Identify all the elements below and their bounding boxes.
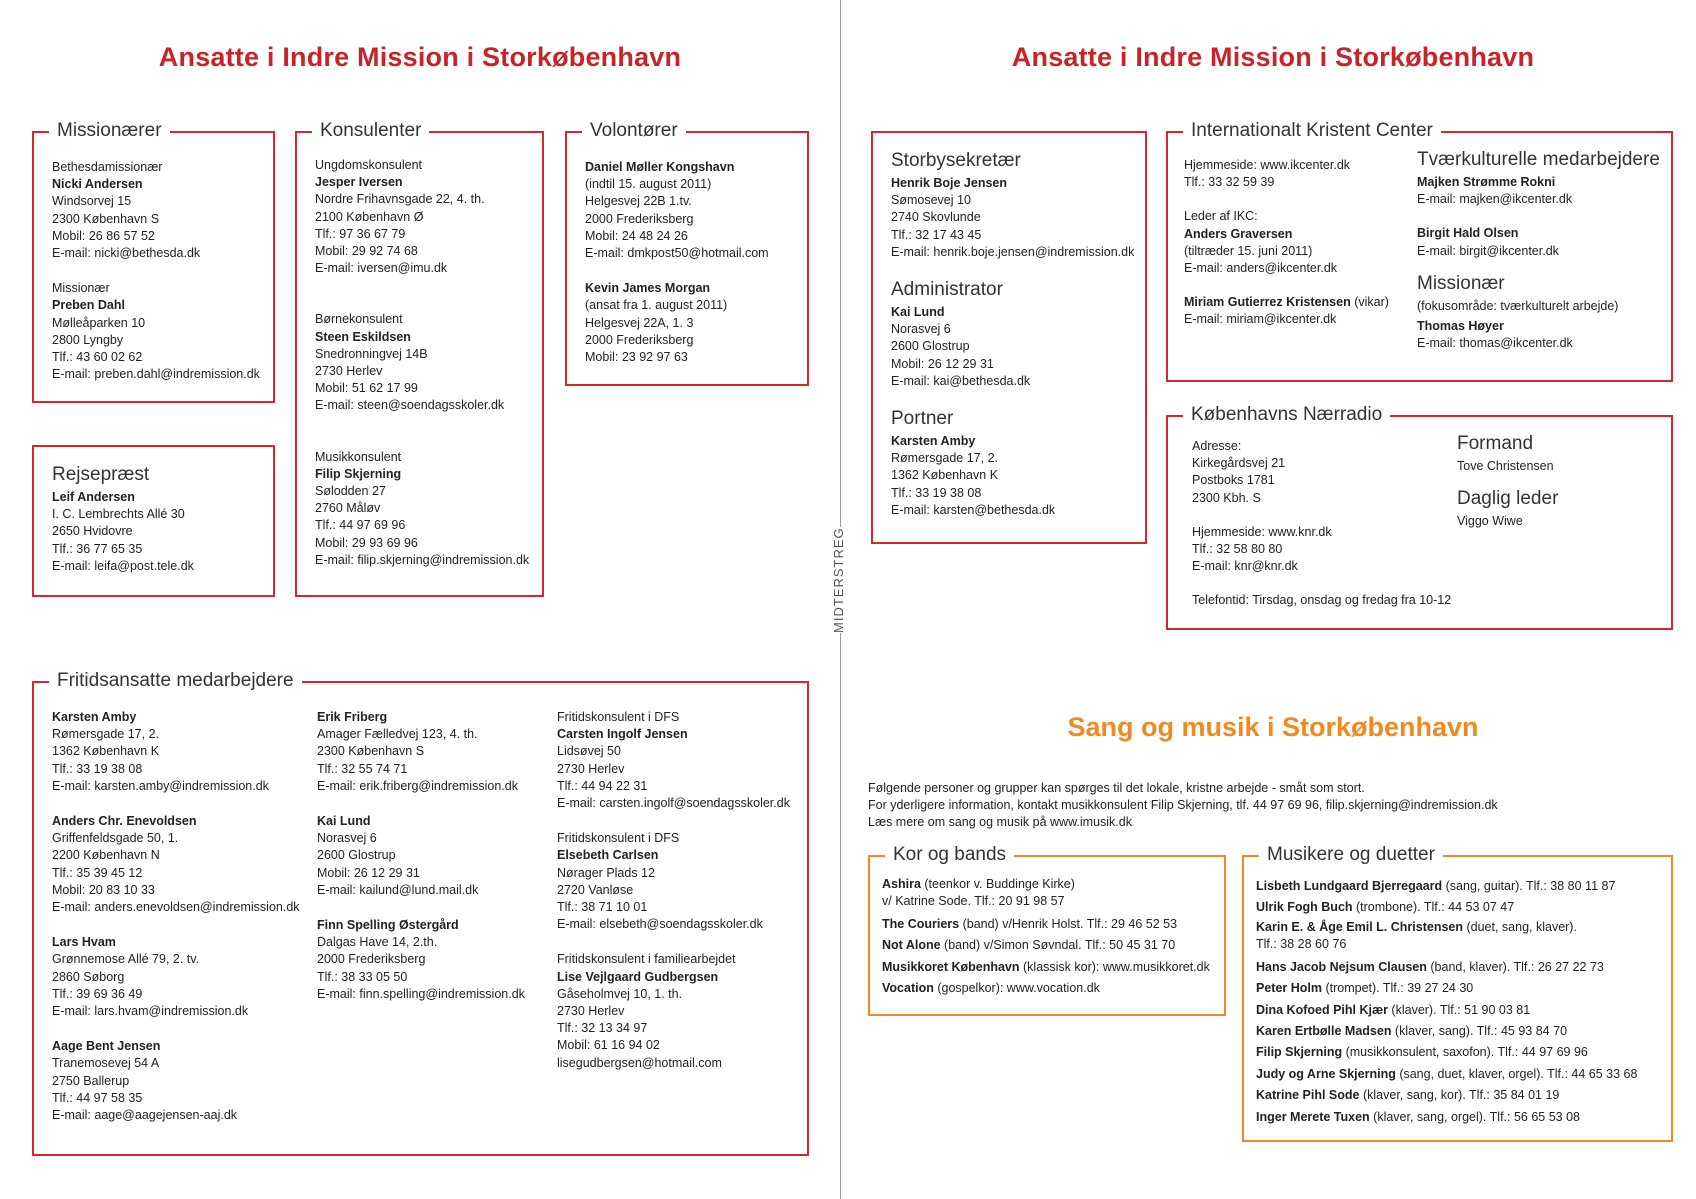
entry-line: Mobil: 26 12 29 31 <box>317 865 420 880</box>
entry-line: 2730 Herlev <box>557 1004 625 1019</box>
fritid-column-2 <box>317 709 525 1003</box>
entry-name: Daniel Møller Kongshavn <box>585 160 735 174</box>
knr-email: E-mail: knr@knr.dk <box>1192 559 1298 574</box>
entry-line: 2740 Skovlunde <box>891 210 981 225</box>
knr-address-line: Kirkegårdsvej 21 <box>1192 456 1286 471</box>
musikere-item-name: Hans Jacob Nejsum Clausen <box>1256 959 1427 974</box>
entry-line: Mobil: 23 92 97 63 <box>585 350 688 365</box>
musikere-item <box>1256 897 1665 918</box>
entry-role: Fritidskonsulent i familiearbejdet <box>557 952 736 967</box>
ikc-tvaer-title: Tværkulturelle medarbejdere <box>1417 149 1660 170</box>
entry-name: Aage Bent Jensen <box>52 1039 161 1054</box>
entry-name: Lise Vejlgaard Gudbergsen <box>557 969 719 984</box>
missionaerer-box <box>32 120 275 403</box>
ikc-phone: Tlf.: 33 32 59 39 <box>1184 175 1275 190</box>
kor-item <box>882 978 1218 999</box>
entry-name: Nicki Andersen <box>52 177 143 192</box>
kor-item-name: Musikkoret København <box>882 959 1020 974</box>
entry-line: Helgesvej 22A, 1. 3 <box>585 315 694 330</box>
rejsepraest-box <box>32 445 275 597</box>
fritid-entry <box>52 813 300 916</box>
entry-line: Windsorvej 15 <box>52 194 132 209</box>
entry-line: E-mail: aage@aagejensen-aaj.dk <box>52 1108 238 1123</box>
entry-line: E-mail: elsebeth@soendagsskoler.dk <box>557 917 763 932</box>
kor-item-detail: (klassisk kor): www.musikkoret.dk <box>1019 959 1210 974</box>
entry-line: Tlf.: 44 97 58 35 <box>52 1090 143 1105</box>
knr-phone: Tlf.: 32 58 80 80 <box>1192 542 1283 557</box>
ikc-birgit-email: E-mail: birgit@ikcenter.dk <box>1417 243 1559 258</box>
entry-line: Tranemosevej 54 A <box>52 1056 160 1071</box>
ikc-leader-label: Leder af IKC: <box>1184 209 1258 224</box>
musikere-item-detail: (musikkonsulent, saxofon). Tlf.: 44 97 69 96 <box>1342 1045 1588 1060</box>
entry-line: Mobil: 24 48 24 26 <box>585 228 688 243</box>
entry-name: Kai Lund <box>317 814 371 829</box>
musikere-item-detail: (klaver, sang). Tlf.: 45 93 84 70 <box>1391 1024 1568 1039</box>
kor-item-name: Not Alone <box>882 938 941 953</box>
entry-line: Mobil: 29 93 69 96 <box>315 535 418 550</box>
entry-line: Sømosevej 10 <box>891 193 971 208</box>
entry-line: Tlf.: 32 17 43 45 <box>891 227 982 242</box>
kor-item-name: Vocation <box>882 981 934 996</box>
knr-column-left <box>1192 438 1451 610</box>
entry-name: Carsten Ingolf Jensen <box>557 727 688 742</box>
volontorer-box <box>565 120 809 386</box>
entry-line: E-mail: lars.hvam@indremission.dk <box>52 1004 249 1019</box>
fritid-entry <box>317 917 525 1003</box>
entry-email: E-mail: dmkpost50@hotmail.com <box>585 246 769 261</box>
entry-line: (indtil 15. august 2011) <box>585 177 712 192</box>
musikere-item-detail: (klaver, sang, kor). Tlf.: 35 84 01 19 <box>1359 1088 1560 1103</box>
kor-item <box>882 876 1218 893</box>
entry-name: Henrik Boje Jensen <box>891 176 1008 190</box>
entry-line: Mobil: 20 83 10 33 <box>52 882 155 897</box>
entry-role: Fritidskonsulent i DFS <box>557 831 680 846</box>
musikere-item-name: Lisbeth Lundgaard Bjerregaard <box>1256 879 1443 893</box>
fritid-title: Fritidsansatte medarbejdere <box>49 669 302 693</box>
music-intro-line: Læs mere om sang og musik på www.imusik.dk <box>868 815 1132 830</box>
storby-section <box>891 407 1139 519</box>
entry-role: Missionær <box>52 281 110 296</box>
entry-line: E-mail: karsten.amby@indremission.dk <box>52 778 269 793</box>
entry-line: E-mail: karsten@bethesda.dk <box>891 502 1056 517</box>
entry-line: Tlf.: 97 36 67 79 <box>315 226 406 241</box>
musikere-item-name: Filip Skjerning <box>1256 1045 1343 1060</box>
kor-item-name: The Couriers <box>882 917 960 931</box>
entry-line: Amager Fælledvej 123, 4. th. <box>317 727 478 742</box>
musikere-box <box>1242 844 1673 1142</box>
ikc-column-right <box>1417 148 1660 352</box>
musikere-item-detail: (duet, sang, klaver). <box>1463 919 1577 934</box>
entry-name: Filip Skjerning <box>315 466 402 481</box>
entry-email: E-mail: preben.dahl@indremission.dk <box>52 367 260 382</box>
musikere-item-name: Karin E. & Åge Emil L. Christensen <box>1256 919 1463 934</box>
entry-line: 2720 Vanløse <box>557 882 634 897</box>
entry-line: Mobil: 29 92 74 68 <box>315 244 418 259</box>
entry-line: Tlf.: 44 97 69 96 <box>315 518 406 533</box>
musikere-item-detail: (trombone). Tlf.: 44 53 07 47 <box>1352 900 1515 915</box>
music-intro <box>868 780 1498 832</box>
ikc-miriam-note: (vikar) <box>1350 295 1389 310</box>
storby-section-title: Storbysekretær <box>891 150 1021 171</box>
entry-name: Anders Chr. Enevoldsen <box>52 814 197 829</box>
fritid-entry <box>317 709 525 795</box>
knr-address-line: 2300 Kbh. S <box>1192 490 1261 505</box>
knr-formand-name: Tove Christensen <box>1457 459 1554 473</box>
knr-hours: Telefontid: Tirsdag, onsdag og fredag fra 10-12 <box>1192 593 1452 608</box>
ikc-leader-email: E-mail: anders@ikcenter.dk <box>1184 261 1338 276</box>
entry-role: Fritidskonsulent i DFS <box>557 710 680 724</box>
entry-line: Sølodden 27 <box>315 484 386 499</box>
knr-title: Københavns Nærradio <box>1183 403 1390 427</box>
kor-item <box>882 893 1218 910</box>
entry-line: E-mail: erik.friberg@indremission.dk <box>317 778 518 793</box>
ikc-majken-email: E-mail: majken@ikcenter.dk <box>1417 192 1573 207</box>
entry-line: Rømersgade 17, 2. <box>891 451 998 466</box>
knr-leder-title: Daglig leder <box>1457 488 1559 510</box>
entry-line: E-mail: henrik.boje.jensen@indremission.dk <box>891 244 1135 259</box>
knr-address-line: Postboks 1781 <box>1192 473 1275 488</box>
page-title-left: Ansatte i Indre Mission i Storkøbenhavn <box>158 42 682 72</box>
musikere-item <box>1256 1085 1665 1106</box>
entry-name: Steen Eskildsen <box>315 329 411 344</box>
musikere-item <box>1256 1021 1665 1042</box>
musikere-item-name: Inger Merete Tuxen <box>1256 1109 1370 1124</box>
entry-line: Grønnemose Allé 79, 2. tv. <box>52 952 200 967</box>
entry-line: 2800 Lyngby <box>52 332 124 347</box>
ikc-miriam-name: Miriam Gutierrez Kristensen <box>1184 295 1351 310</box>
ikc-missionaer-title: Missionær <box>1417 272 1505 294</box>
storby-box <box>871 131 1147 544</box>
entry-name: Erik Friberg <box>317 710 388 724</box>
musikere-item <box>1256 978 1665 999</box>
entry-name: Karsten Amby <box>891 434 976 449</box>
entry-line: 2730 Herlev <box>315 364 383 379</box>
knr-box <box>1166 404 1673 630</box>
kor-item-name: Ashira <box>882 877 921 891</box>
page-title-right: Ansatte i Indre Mission i Storkøbenhavn <box>1011 42 1535 72</box>
fritid-entry <box>52 709 300 795</box>
entry-line: Tlf.: 36 77 65 35 <box>52 541 143 556</box>
center-divider-bottom <box>840 633 841 1199</box>
entry-line: (ansat fra 1. august 2011) <box>585 298 728 313</box>
missionaerer-title: Missionærer <box>49 119 170 143</box>
entry-name: Lars Hvam <box>52 935 116 950</box>
fritid-entry <box>557 709 790 812</box>
entry-line: 1362 København K <box>52 744 160 759</box>
kor-item <box>882 935 1218 956</box>
entry-line: 2200 København N <box>52 848 160 863</box>
entry-line: 2750 Ballerup <box>52 1073 130 1088</box>
entry-line: 2300 København S <box>52 211 160 226</box>
musikere-item <box>1256 1042 1665 1063</box>
entry-line: Rømersgade 17, 2. <box>52 727 159 742</box>
entry-line: Tlf.: 39 69 36 49 <box>52 986 143 1001</box>
fritid-entry <box>317 813 525 899</box>
entry-line: Tlf.: 33 19 38 08 <box>891 485 982 500</box>
entry-name: Finn Spelling Østergård <box>317 918 459 933</box>
konsulenter-box <box>295 120 544 597</box>
entry-line: lisegudbergsen@hotmail.com <box>557 1055 722 1070</box>
ikc-leader-note: (tiltræder 15. juni 2011) <box>1184 243 1313 258</box>
entry-line: Mobil: 51 62 17 99 <box>315 381 418 396</box>
entry-line: 2600 Glostrup <box>891 339 970 354</box>
entry-line: Tlf.: 32 55 74 71 <box>317 761 408 776</box>
entry-role: Ungdomskonsulent <box>315 158 423 172</box>
entry-line: 2300 København S <box>317 744 425 759</box>
musikere-item <box>1256 1000 1665 1021</box>
musikere-item-name: Katrine Pihl Sode <box>1256 1088 1360 1103</box>
kor-title: Kor og bands <box>885 843 1014 867</box>
entry-name: Jesper Iversen <box>315 175 403 190</box>
entry-name: Karsten Amby <box>52 710 137 724</box>
entry-line: 2860 Søborg <box>52 969 125 984</box>
music-intro-line: For yderligere information, kontakt musikkonsulent Filip Skjerning, tlf. 44 97 69 96, filip.skjerning@indremission.dk <box>868 798 1498 813</box>
fritid-column-3 <box>557 709 790 1072</box>
entry-line: Tlf.: 33 19 38 08 <box>52 761 143 776</box>
kor-item-detail: (band) v/Simon Søvndal. Tlf.: 50 45 31 70 <box>940 938 1176 953</box>
entry-line: 2000 Frederiksberg <box>317 952 426 967</box>
musikere-item-detail: (sang, guitar). Tlf.: 38 80 11 87 <box>1442 879 1616 893</box>
knr-formand-title: Formand <box>1457 433 1534 454</box>
entry-line: Tlf.: 43 60 02 62 <box>52 350 143 365</box>
entry-line: Griffenfeldsgade 50, 1. <box>52 831 179 846</box>
fritid-entry <box>52 934 300 1020</box>
entry-email: E-mail: leifa@post.tele.dk <box>52 558 194 573</box>
musikere-title: Musikere og duetter <box>1259 843 1443 867</box>
musikere-item <box>1256 957 1665 978</box>
musikere-item-detail: (trompet). Tlf.: 39 27 24 30 <box>1322 981 1474 996</box>
entry-line: Tlf.: 44 94 22 31 <box>557 778 648 793</box>
musikere-item <box>1256 919 1665 936</box>
ikc-thomas-email: E-mail: thomas@ikcenter.dk <box>1417 336 1573 351</box>
fritid-entry <box>557 951 790 1071</box>
musikere-item-name: Ulrik Fogh Buch <box>1256 900 1353 915</box>
entry-role: Bethesdamissionær <box>52 160 163 174</box>
musikere-item <box>1256 876 1665 897</box>
entry-line: Norasvej 6 <box>891 322 951 337</box>
musikere-item-detail: Tlf.: 38 28 60 76 <box>1256 936 1347 951</box>
storby-section <box>891 278 1139 390</box>
entry-line: E-mail: carsten.ingolf@soendagsskoler.dk <box>557 796 790 811</box>
entry-line: 2760 Måløv <box>315 501 381 516</box>
knr-address-label: Adresse: <box>1192 439 1242 453</box>
fritid-entry <box>52 1038 300 1124</box>
musikere-item-detail: (sang, duet, klaver, orgel). Tlf.: 44 65 33 68 <box>1395 1066 1638 1081</box>
ikc-title: Internationalt Kristent Center <box>1183 119 1441 143</box>
ikc-box <box>1166 120 1673 382</box>
entry-name: Kevin James Morgan <box>585 281 711 296</box>
entry-name: Kai Lund <box>891 305 945 320</box>
ikc-majken-name: Majken Strømme Rokni <box>1417 175 1556 189</box>
entry-line: E-mail: kai@bethesda.dk <box>891 373 1031 388</box>
musikere-item-name: Karen Ertbølle Madsen <box>1256 1024 1392 1039</box>
entry-line: Helgesvej 22B 1.tv. <box>585 194 692 209</box>
entry-line: 2000 Frederiksberg <box>585 332 694 347</box>
kor-item <box>882 957 1218 978</box>
entry-email: E-mail: nicki@bethesda.dk <box>52 246 201 261</box>
entry-line: Nordre Frihavnsgade 22, 4. th. <box>315 192 485 207</box>
fritid-column-1 <box>52 709 300 1124</box>
entry-line: Mølleåparken 10 <box>52 315 146 330</box>
center-divider-top <box>840 0 841 527</box>
entry-line: Tlf.: 38 71 10 01 <box>557 900 648 915</box>
musikere-item-detail: (klaver, sang, orgel). Tlf.: 56 65 53 08 <box>1369 1109 1580 1124</box>
storby-section-title: Portner <box>891 408 954 430</box>
entry-line: 2650 Hvidovre <box>52 524 133 539</box>
entry-line: Mobil: 61 16 94 02 <box>557 1038 660 1053</box>
entry-line: Dalgas Have 14, 2.th. <box>317 935 438 950</box>
entry-line: Tlf.: 35 39 45 12 <box>52 865 143 880</box>
ikc-column-left <box>1184 157 1389 329</box>
ikc-missionaer-note: (fokusområde: tværkulturelt arbejde) <box>1417 298 1619 313</box>
entry-email: E-mail: iversen@imu.dk <box>315 261 448 276</box>
fritid-box <box>32 670 809 1156</box>
storby-section-title: Administrator <box>891 279 1003 301</box>
kor-item-detail: (band) v/Henrik Holst. Tlf.: 29 46 52 53 <box>959 917 1178 931</box>
entry-line: 2600 Glostrup <box>317 848 396 863</box>
entry-name: Leif Andersen <box>52 490 135 504</box>
entry-name: Elsebeth Carlsen <box>557 848 659 863</box>
storby-section <box>891 149 1139 261</box>
entry-line: E-mail: anders.enevoldsen@indremission.dk <box>52 900 300 915</box>
entry-line: 2000 Frederiksberg <box>585 211 694 226</box>
entry-line: Mobil: 26 86 57 52 <box>52 228 155 243</box>
ikc-leader-name: Anders Graversen <box>1184 226 1293 241</box>
kor-item-detail: (gospelkor): www.vocation.dk <box>933 981 1100 996</box>
musikere-item <box>1256 1064 1665 1085</box>
ikc-miriam-email: E-mail: miriam@ikcenter.dk <box>1184 312 1337 327</box>
entry-line: Snedronningvej 14B <box>315 346 428 361</box>
knr-column-right <box>1457 432 1558 530</box>
entry-role: Børnekonsulent <box>315 312 403 327</box>
ikc-miriam-line <box>1184 294 1389 311</box>
kor-item-detail: v/ Katrine Sode. Tlf.: 20 91 98 57 <box>882 894 1065 908</box>
entry-line: E-mail: kailund@lund.mail.dk <box>317 882 479 897</box>
entry-line: Nørager Plads 12 <box>557 865 655 880</box>
music-title: Sang og musik i Storkøbenhavn <box>1067 712 1479 742</box>
fritid-entry <box>557 830 790 933</box>
entry-line: Lidsøvej 50 <box>557 744 621 759</box>
musikere-item <box>1256 1107 1665 1128</box>
entry-role: Musikkonsulent <box>315 449 402 464</box>
musikere-item-detail: (klaver). Tlf.: 51 90 03 81 <box>1387 1002 1531 1017</box>
music-intro-line: Følgende personer og grupper kan spørges til det lokale, kristne arbejde - småt som stort. <box>868 781 1365 795</box>
kor-box <box>868 844 1226 1016</box>
entry-line: 1362 København K <box>891 468 999 483</box>
entry-line: Norasvej 6 <box>317 831 377 846</box>
knr-leder-name: Viggo Wiwe <box>1457 514 1523 529</box>
knr-website: Hjemmeside: www.knr.dk <box>1192 524 1332 539</box>
entry-email: E-mail: filip.skjerning@indremission.dk <box>315 552 530 567</box>
ikc-birgit-name: Birgit Hald Olsen <box>1417 226 1519 241</box>
konsulenter-title: Konsulenter <box>312 119 429 143</box>
entry-line: E-mail: finn.spelling@indremission.dk <box>317 986 525 1001</box>
volontorer-title: Volontører <box>582 119 686 143</box>
musikere-item <box>1256 936 1665 953</box>
divider-label: MIDTERSTREG <box>831 527 851 633</box>
musikere-item-name: Dina Kofoed Pihl Kjær <box>1256 1002 1388 1017</box>
entry-line: 2100 København Ø <box>315 209 424 224</box>
entry-line: Gåseholmvej 10, 1. th. <box>557 986 683 1001</box>
entry-line: 2730 Herlev <box>557 761 625 776</box>
kor-item-detail: (teenkor v. Buddinge Kirke) <box>920 877 1075 891</box>
kor-item <box>882 914 1218 935</box>
entry-line: Mobil: 26 12 29 31 <box>891 356 994 371</box>
entry-line: I. C. Lembrechts Allé 30 <box>52 507 185 522</box>
entry-line: Tlf.: 32 13 34 97 <box>557 1021 648 1036</box>
ikc-website: Hjemmeside: www.ikcenter.dk <box>1184 158 1351 172</box>
entry-email: E-mail: steen@soendagsskoler.dk <box>315 398 505 413</box>
entry-line: Tlf.: 38 33 05 50 <box>317 969 408 984</box>
musikere-item-detail: (band, klaver). Tlf.: 26 27 22 73 <box>1426 959 1604 974</box>
musikere-item-name: Peter Holm <box>1256 981 1322 996</box>
musikere-item-name: Judy og Arne Skjerning <box>1256 1066 1396 1081</box>
entry-name: Preben Dahl <box>52 298 125 313</box>
rejsepraest-title: Rejsepræst <box>52 464 150 485</box>
ikc-thomas-name: Thomas Høyer <box>1417 319 1504 334</box>
